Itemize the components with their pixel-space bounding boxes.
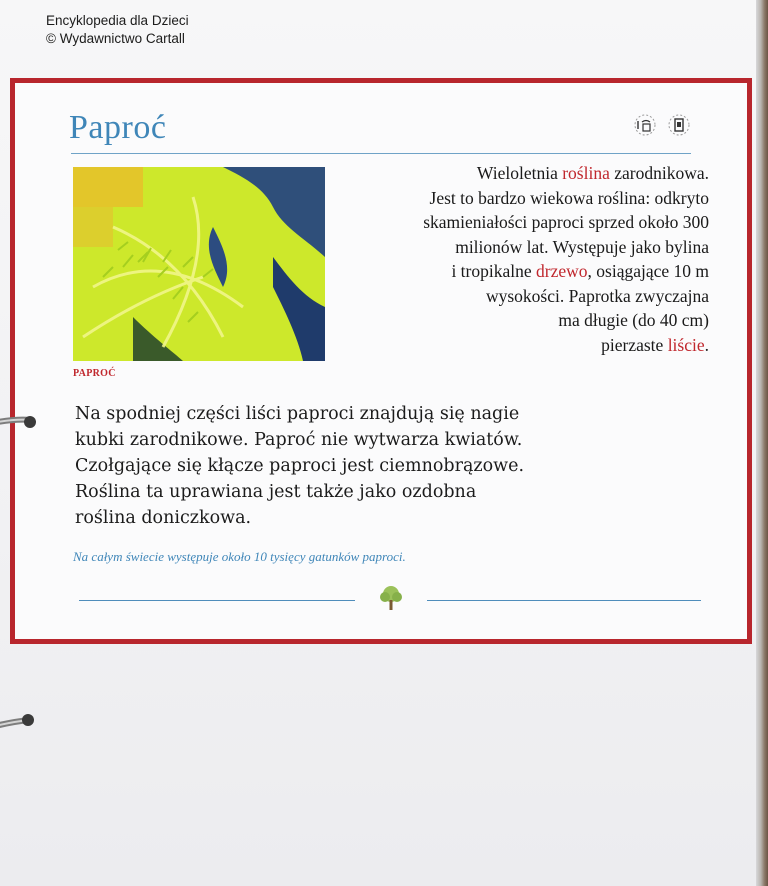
intro-line-1-a: Wieloletnia [476,163,563,183]
link-roslina[interactable]: roślina [562,163,610,183]
link-drzewo[interactable]: drzewo [536,261,588,281]
body-line: Na spodniej części liści paproci znajdują się nagie [75,404,520,424]
tree-icon [377,583,405,613]
footer-divider-left [79,600,355,601]
binder-ring-icon [0,708,46,736]
page-stack-edge [756,0,768,886]
intro-line-8-a: pierzaste [601,334,668,355]
publisher-line-2: © Wydawnictwo Cartall [46,31,185,46]
intro-line-8 [331,333,709,358]
fern-card [10,78,752,644]
intro-line-2: Jest to bardzo wiekowa roślina: odkryto [429,187,709,208]
body-paragraph [75,401,635,531]
body-line: Czołgające się kłącze paproci jest ciemnobrązowe. [75,456,525,476]
page-badge-icon [633,113,657,137]
fern-photo [73,167,325,361]
intro-line-5 [331,259,709,284]
book-badge-icon [667,113,691,137]
intro-line-1 [331,161,709,186]
publisher-header [46,12,189,48]
body-line: roślina doniczkowa. [75,508,252,528]
intro-line-6: wysokości. Paprotka zwyczajna [485,285,709,306]
card-icons [633,113,691,137]
intro-text [331,161,709,357]
body-line: kubki zarodnikowe. Paproć nie wytwarza kwiatów. [75,430,523,450]
title-divider [71,153,691,154]
binder-ring-icon [0,408,46,436]
intro-line-4: milionów lat. Występuje jako bylina [455,236,709,257]
card-title: Paproć [69,109,167,146]
intro-line-7: ma długie (do 40 cm) [558,310,709,330]
footer-divider-right [427,600,701,601]
intro-line-5-a: i tropikalne [451,261,536,281]
intro-line-5-c: , osiągające 10 m [587,261,709,281]
fun-fact: Na całym świecie występuje około 10 tysięcy gatunków paproci. [73,549,406,564]
photo-caption: PAPROĆ [73,368,116,379]
publisher-line-1: Encyklopedia dla Dzieci [46,13,189,28]
intro-line-1-c: zarodnikowa. [609,163,709,183]
link-liscie[interactable]: liście [667,334,705,355]
intro-line-8-c: . [704,334,709,355]
body-line: Roślina ta uprawiana jest także jako ozdobna [75,482,477,502]
intro-line-3: skamieniałości paproci sprzed około 300 [423,212,709,232]
